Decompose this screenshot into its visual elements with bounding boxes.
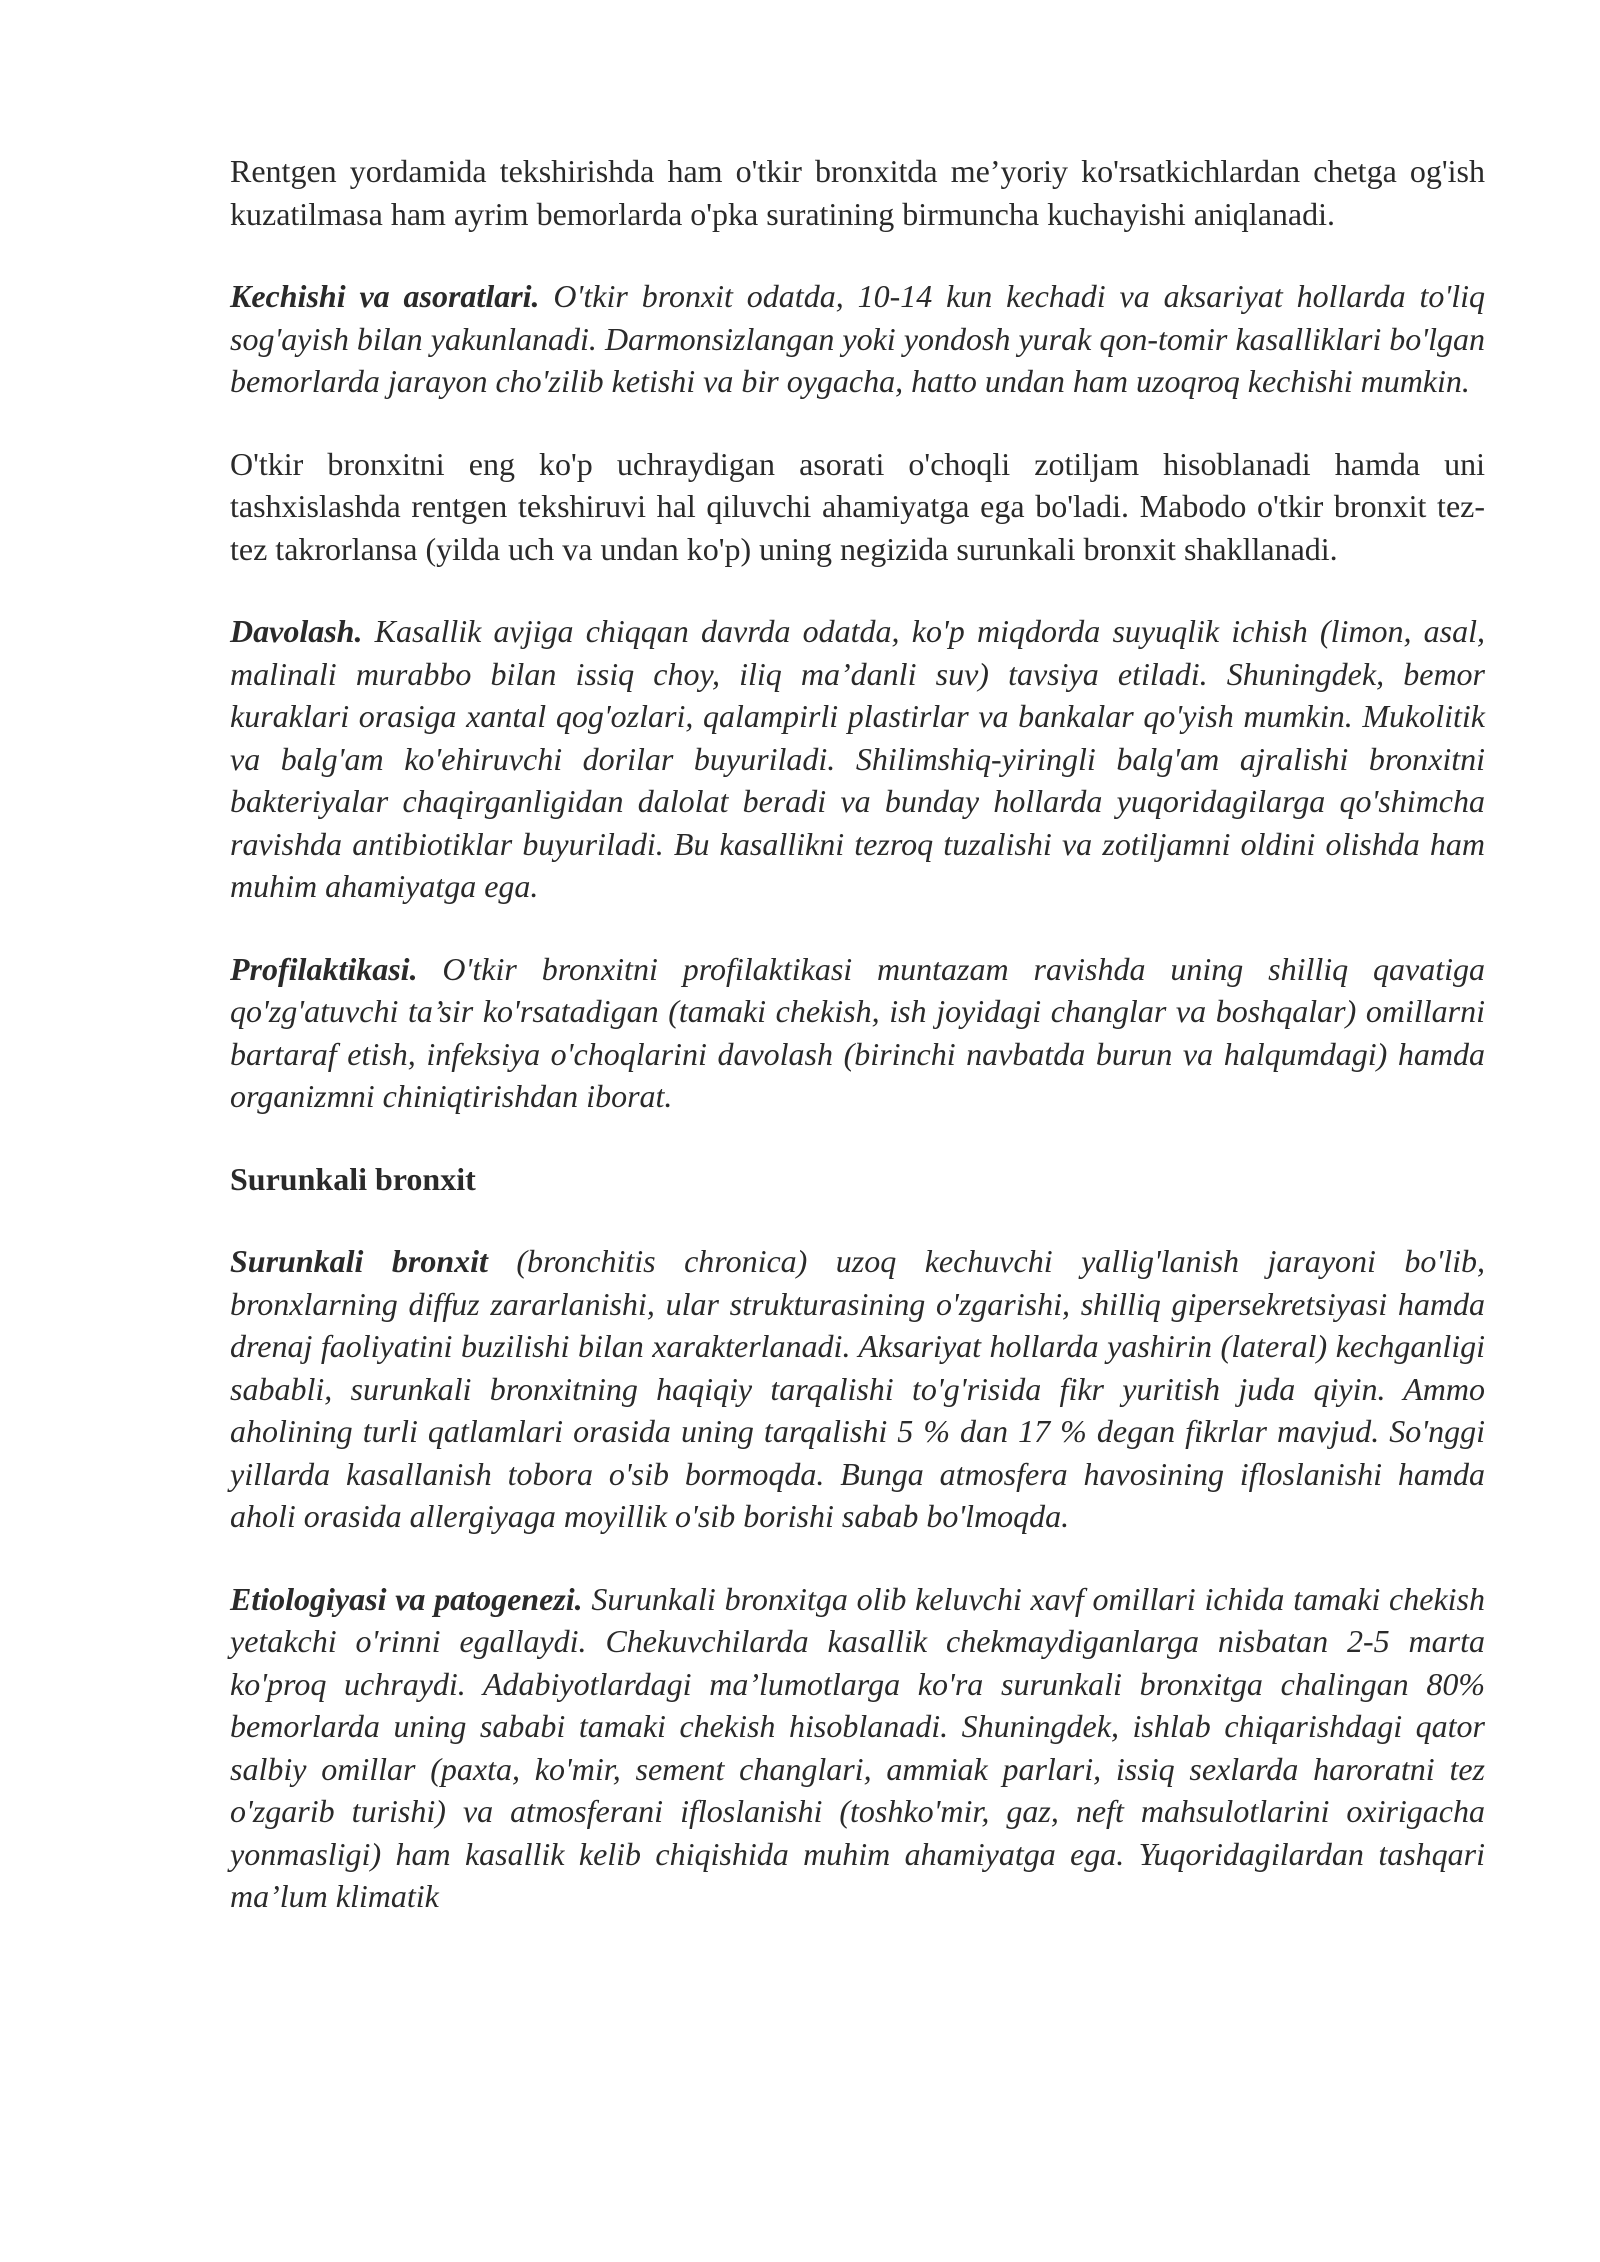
paragraph-body: Kasallik avjiga chiqqan davrda odatda, ko'p miqdorda suyuqlik ichish (limon, asal, malinali murabbo bilan issiq choy, iliq ma’danli suv) tavsiya etiladi. Shuningdek, bemor kuraklari orasiga xantal qog'ozlari, qalampirli plastirlar va bankalar qo'yish mumkin. Mukolitik va balg'am ko'ehiruvchi dorilar buyuriladi. Shilimshiq-yiringli balg'am ajralishi bronxitni bakteriyalar chaqirganligidan dalolat beradi va bunday hollarda yuqoridagilarga qo'shimcha ravishda antibiotiklar buyuriladi. Bu kasallikni tezroq tuzalishi va zotiljamni oldini olishda ham muhim ahamiyatga ega.: [230, 613, 1485, 904]
paragraph-lead: Profilaktikasi.: [230, 950, 418, 987]
paragraph-body: (bronchitis chronica) uzoq kechuvchi yallig'lanish jarayoni bo'lib, bronxlarning diffuz zararlanishi, ular strukturasining o'zgarishi, shilliq gipersekretsiyasi hamda drenaj faoliyatini buzilishi bilan xarakterlanadi. Aksariyat hollarda yashirin (lateral) kechganligi sababli, surunkali bronxitning haqiqiy tarqalishi to'g'risida fikr yuritish juda qiyin. Ammo aholining turli qatlamlari orasida uning tarqalishi 5 % dan 17 % degan fikrlar mavjud. So'nggi yillarda kasallanish tobora o'sib bormoqda. Bunga atmosfera havosining ifloslanishi hamda aholi orasida allergiyaga moyillik o'sib borishi sabab bo'lmoqda.: [230, 1243, 1486, 1534]
paragraph-body: Surunkali bronxitga olib keluvchi xavf omillari ichida tamaki chekish yetakchi o'rinni egallaydi. Chekuvchilarda kasallik chekmaydiganlarga nisbatan 2-5 marta ko'proq uchraydi. Adabiyotlardagi ma’lumotlarga ko'ra surunkali bronxitga chalingan 80% bemorlarda uning sababi tamaki chekish hisoblanadi. Shuningdek, ishlab chiqarishdagi qator salbiy omillar (paxta, ko'mir, sement changlari, ammiak parlari, issiq sexlarda haroratni tez o'zgarib turishi) va atmosferani ifloslanishi (toshko'mir, gaz, neft mahsulotlarini oxirigacha yonmasligi) ham kasallik kelib chiqishida muhim ahamiyatga ega. Yuqoridagilardan tashqari ma’lum klimatik: [230, 1580, 1486, 1914]
section-heading: Surunkali bronxit: [230, 1160, 476, 1197]
paragraph-body: O'tkir bronxit odatda, 10-14 kun kechadi va aksariyat hollarda to'liq sog'ayish bilan yakunlanadi. Darmonsizlangan yoki yondosh yurak qon-tomir kasalliklari bo'lgan bemorlarda jarayon cho'zilib ketishi va bir oygacha, hatto undan ham uzoqroq kechishi mumkin.: [230, 278, 1486, 399]
paragraph-body: O'tkir bronxitni profilaktikasi muntazam ravishda uning shilliq qavatiga qo'zg'atuvchi ta’sir ko'rsatadigan (tamaki chekish, ish joyidagi changlar va boshqalar) omillarni bartaraf etish, infeksiya o'choqlarini davolash (birinchi navbatda burun va halqumdagi) hamda organizmni chiniqtirishdan iborat.: [230, 950, 1485, 1114]
paragraph-xray: Rentgen yordamida tekshirishda ham o'tkir bronxitda me’yoriy ko'rsatkichlardan chetga og'ish kuzatilmasa ham ayrim bemorlarda o'pka suratining birmuncha kuchayishi aniqlanadi.: [230, 153, 1485, 232]
paragraph-course-complications: [230, 275, 1485, 403]
paragraph-prophylaxis: [230, 948, 1485, 1118]
paragraph-pneumonia-complication: O'tkir bronxitni eng ko'p uchraydigan asorati o'choqli zotiljam hisoblanadi hamda uni tashxislashda rentgen tekshiruvi hal qiluvchi ahamiyatga ega bo'ladi. Mabodo o'tkir bronxit tez-tez takrorlansa (yilda uch va undan ko'p) uning negizida surunkali bronxit shakllanadi.: [230, 445, 1485, 567]
paragraph-lead: Davolash.: [230, 613, 363, 649]
paragraph-treatment: [230, 610, 1485, 908]
paragraph-lead: Etiologiyasi va patogenezi.: [230, 1580, 583, 1617]
paragraph-chronic-bronchitis: [230, 1240, 1485, 1538]
paragraph-etiology: [230, 1578, 1485, 1918]
document-page: [230, 150, 1485, 1958]
paragraph-lead: Surunkali bronxit: [230, 1243, 488, 1279]
paragraph-lead: Kechishi va asoratlari.: [230, 278, 540, 314]
